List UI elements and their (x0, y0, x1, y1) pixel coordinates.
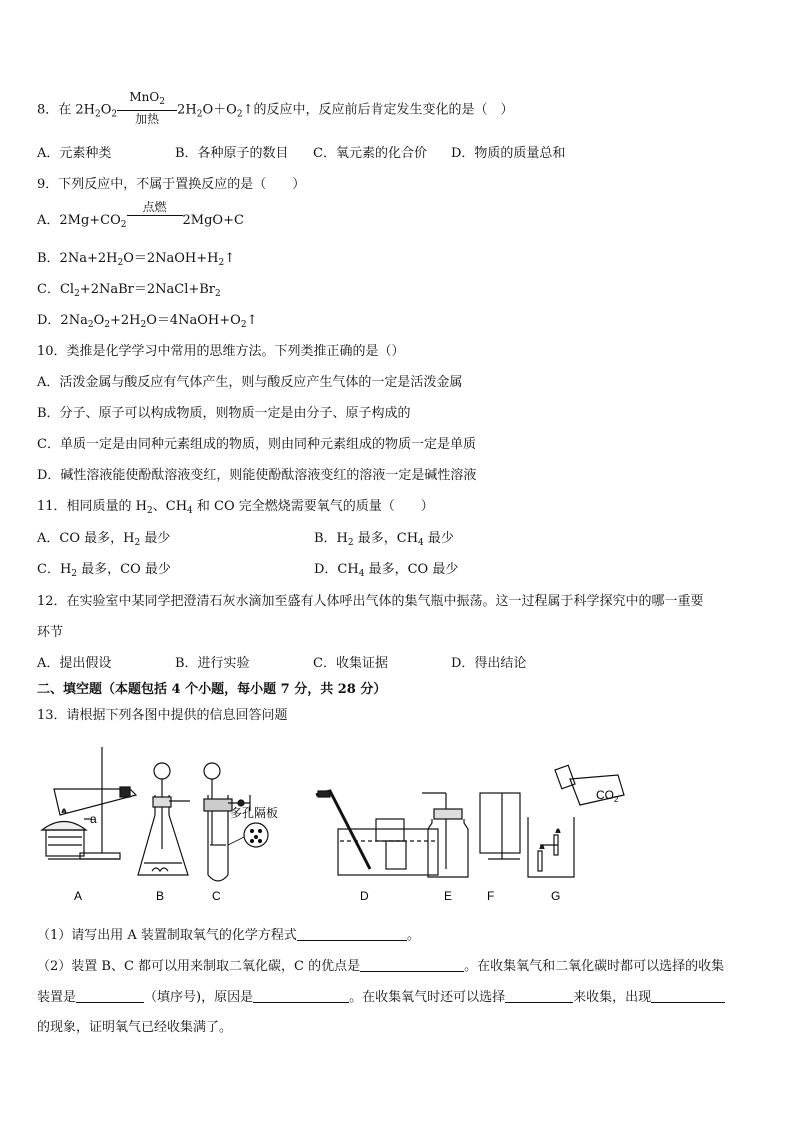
apparatus-c (204, 763, 268, 881)
question-10-option-b[interactable]: B．分子、原子可以构成物质，则物质一定是由分子、原子构成的 (37, 406, 411, 421)
reaction-condition: 点燃 (127, 200, 183, 231)
question-11-option-a[interactable]: A．CO 最多，$H_2$ 最少 (37, 531, 171, 548)
question-9-stem: 9．下列反应中，不属于置换反应的是（ ） (37, 177, 306, 192)
question-9-option-b[interactable]: B．$2Na+2H_2O=2NaOH+H_2↑$ (37, 251, 236, 268)
question-10-option-a[interactable]: A．活泼金属与酸反应有气体产生，则与酸反应产生气体的一定是活泼金属 (37, 375, 463, 390)
apparatus-g (528, 765, 624, 877)
fig-label-a: A (74, 889, 83, 903)
section-heading: 二、填空题（本题包括 4 个小题，每小题 7 分，共 28 分） (37, 682, 387, 697)
question-9-option-d[interactable]: D．$2Na_2O_2+2H_2O=4NaOH+O_2↑$ (37, 313, 258, 330)
question-9-option-a[interactable]: A．$2Mg+CO_2$ 点燃 2MgO+C (37, 200, 244, 230)
label-porous-plate: 多孔隔板 (230, 806, 279, 820)
option-a[interactable]: A．提出假设 (37, 656, 112, 671)
option-b[interactable]: B．各种原子的数目 (175, 146, 289, 161)
option-b[interactable]: B．进行实验 (175, 656, 250, 671)
answer-blank[interactable] (253, 988, 349, 1003)
apparatus-f (480, 793, 520, 859)
option-a[interactable]: A．元素种类 (37, 146, 112, 161)
question-13-part-1: （1）请写出用 A 装置制取氧气的化学方程式 。 (37, 928, 420, 943)
question-10-option-c[interactable]: C．单质一定是由同种元素组成的物质，则由同种元素组成的物质一定是单质 (37, 437, 476, 452)
apparatus-figure (40, 745, 760, 905)
question-9-option-c[interactable]: C．$Cl_2+2NaBr=2NaCl+Br_2$ (37, 282, 221, 299)
question-12-stem: 12．在实验室中某同学把澄清石灰水滴加至盛有人体呼出气体的集气瓶中振荡。这一过程属于科学探究中的哪一重要 (37, 594, 704, 609)
fig-label-c: C (212, 889, 221, 903)
question-10-stem: 10．类推是化学学习中常用的思维方法。下列类推正确的是（） (37, 344, 405, 359)
fig-label-f: F (487, 889, 495, 903)
question-11-option-b[interactable]: B．$H_2$ 最多，$CH_4$ 最少 (314, 531, 454, 548)
option-c[interactable]: C．收集证据 (313, 656, 388, 671)
question-8-stem: 8．在 $2H_2O_2$ MnO$_2$ 加热 $2H_2O+O_2↑$的反应中，反应前后肯定发生变化的是（ ） (37, 90, 514, 126)
label-a: a (90, 812, 97, 826)
question-8-options (37, 145, 565, 163)
apparatus-a (42, 747, 136, 859)
answer-blank[interactable] (76, 988, 144, 1003)
option-c[interactable]: C．氧元素的化合价 (313, 146, 427, 161)
question-13-part-2: （2）装置 B、C 都可以用来制取二氧化碳，C 的优点是 。在收集氧气和二氧化碳时都可以选择的收集 (37, 959, 725, 974)
reaction-condition: MnO$_2$ 加热 (117, 90, 177, 126)
question-13-part-2-end: 的现象，证明氧气已经收集满了。 (37, 1020, 233, 1035)
question-12-stem-cont: 环节 (37, 625, 64, 640)
label-co2: $CO_2$ (596, 788, 619, 804)
apparatus-b (138, 763, 190, 875)
answer-blank[interactable] (651, 988, 725, 1003)
fig-label-g: G (551, 889, 561, 903)
question-11-stem: 11．相同质量的 $H_2$、$CH_4$ 和 CO 完全燃烧需要氧气的质量（ ） (37, 499, 434, 516)
question-10-option-d[interactable]: D．碱性溶液能使酚酞溶液变红，则能使酚酞溶液变红的溶液一定是碱性溶液 (37, 468, 477, 483)
question-13-part-2-cont: 装置是 （填序号)，原因是 。在收集氧气时还可以选择 来收集，出现 (37, 988, 725, 1007)
question-13-stem: 13．请根据下列各图中提供的信息回答问题 (37, 708, 288, 723)
apparatus-e (422, 793, 468, 877)
fig-label-b: B (156, 889, 165, 903)
option-d[interactable]: D．物质的质量总和 (451, 146, 566, 161)
answer-blank[interactable] (297, 926, 407, 941)
apparatus-d (316, 791, 438, 875)
fig-label-e: E (444, 889, 453, 903)
question-11-option-c[interactable]: C．$H_2$ 最多，CO 最少 (37, 562, 171, 579)
option-d[interactable]: D．得出结论 (451, 656, 527, 671)
answer-blank[interactable] (360, 957, 464, 972)
question-11-option-d[interactable]: D．$CH_4$ 最多，CO 最少 (314, 562, 459, 579)
answer-blank[interactable] (505, 988, 573, 1003)
fig-label-d: D (360, 889, 369, 903)
question-12-options (37, 655, 526, 673)
